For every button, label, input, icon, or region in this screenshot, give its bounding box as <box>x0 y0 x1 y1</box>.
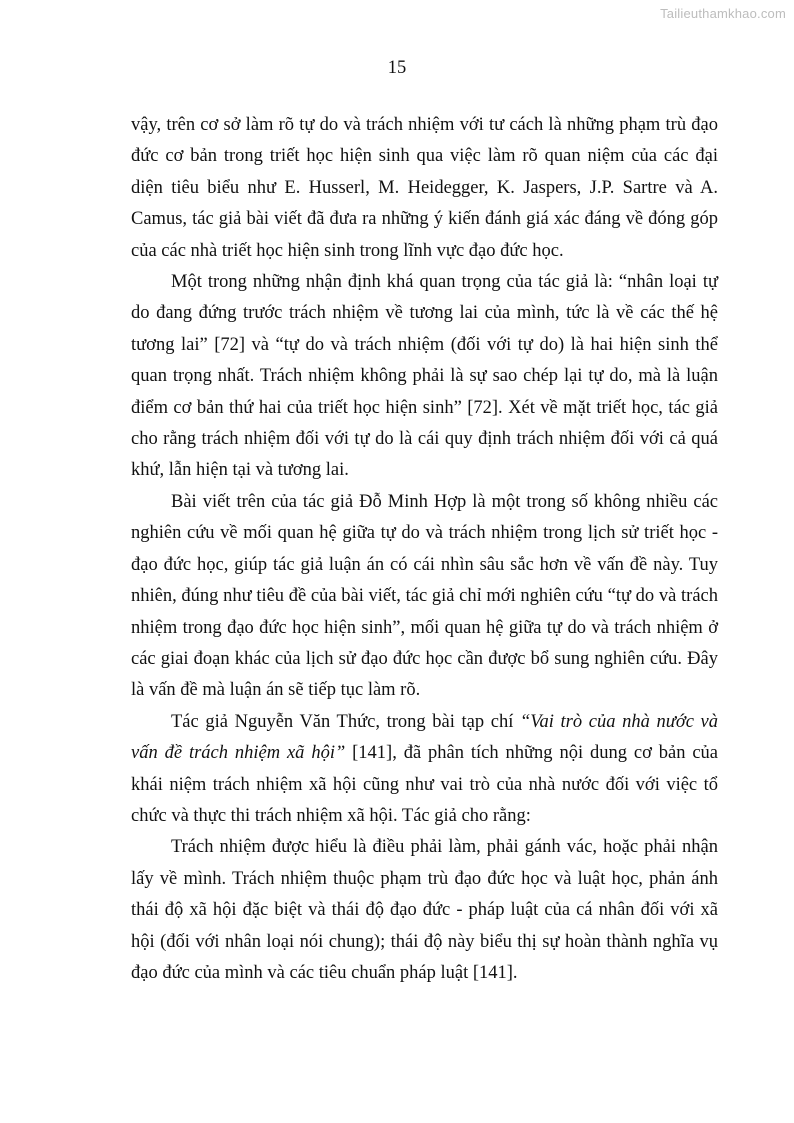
document-body <box>131 110 718 989</box>
paragraph-2: Một trong những nhận định khá quan trọng của tác giả là: “nhân loại tự do đang đứng trước trách nhiệm về tương lai của mình, tức là về các thế hệ tương lai” [72] và “tự do và trách nhiệm (đối với tự do) là hai hiện sinh thể quan trọng nhất. Trách nhiệm không phải là sự sao chép lại tự do, mà là luận điểm cơ bản thứ hai của triết học hiện sinh” [72]. Xét về mặt triết học, tác giả cho rằng trách nhiệm đối với tự do là cái quy định trách nhiệm đối với cả quá khứ, lẫn hiện tại và tương lai. <box>131 272 718 481</box>
paragraph-1: vậy, trên cơ sở làm rõ tự do và trách nhiệm với tư cách là những phạm trù đạo đức cơ bản trong triết học hiện sinh qua việc làm rõ quan niệm của các đại diện tiêu biểu như E. Husserl, M. Heidegger, K. Jaspers, J.P. Sartre và A. Camus, tác giả bài viết đã đưa ra những ý kiến đánh giá xác đáng về đóng góp của các nhà triết học hiện sinh trong lĩnh vực đạo đức học. <box>131 115 718 261</box>
watermark-text: Tailieuthamkhao.com <box>660 6 786 21</box>
article-title: “Vai trò của nhà nước và vấn đề trách nhiệm xã hội” <box>131 711 718 764</box>
paragraph-3: Bài viết trên của tác giả Đỗ Minh Hợp là một trong số không nhiều các nghiên cứu về mối quan hệ giữa tự do và trách nhiệm trong lịch sử triết học - đạo đức học, giúp tác giả luận án có cái nhìn sâu sắc hơn về vấn đề này. Tuy nhiên, đúng như tiêu đề của bài viết, tác giả chỉ mới nghiên cứu “tự do và trách nhiệm trong đạo đức học hiện sinh”, mối quan hệ giữa tự do và trách nhiệm ở các giai đoạn khác của lịch sử đạo đức học cần được bổ sung nghiên cứu. Đây là vấn đề mà luận án sẽ tiếp tục làm rõ. <box>131 491 718 701</box>
paragraph-4-intro: Tác giả Nguyễn Văn Thức, trong bài tạp chí <box>171 711 520 732</box>
paragraph-4 <box>131 707 718 833</box>
paragraph-4-rest: [141], đã phân tích những nội dung cơ bản của khái niệm trách nhiệm xã hội cũng như vai trò của nhà nước đối với việc tổ chức và thực thi trách nhiệm xã hội. Tác giả cho rằng: <box>131 743 718 826</box>
page-number: 15 <box>387 58 407 78</box>
quoted-definition: Trách nhiệm được hiểu là điều phải làm, phải gánh vác, hoặc phải nhận lấy về mình. Trách nhiệm thuộc phạm trù đạo đức học và luật học, phản ánh thái độ xã hội đặc biệt và thái độ đạo đức - pháp luật của cá nhân đối với xã hội (đối với nhân loại nói chung); thái độ này biểu thị sự hoàn thành nghĩa vụ đạo đức của mình và các tiêu chuẩn pháp luật [141]. <box>131 837 718 983</box>
